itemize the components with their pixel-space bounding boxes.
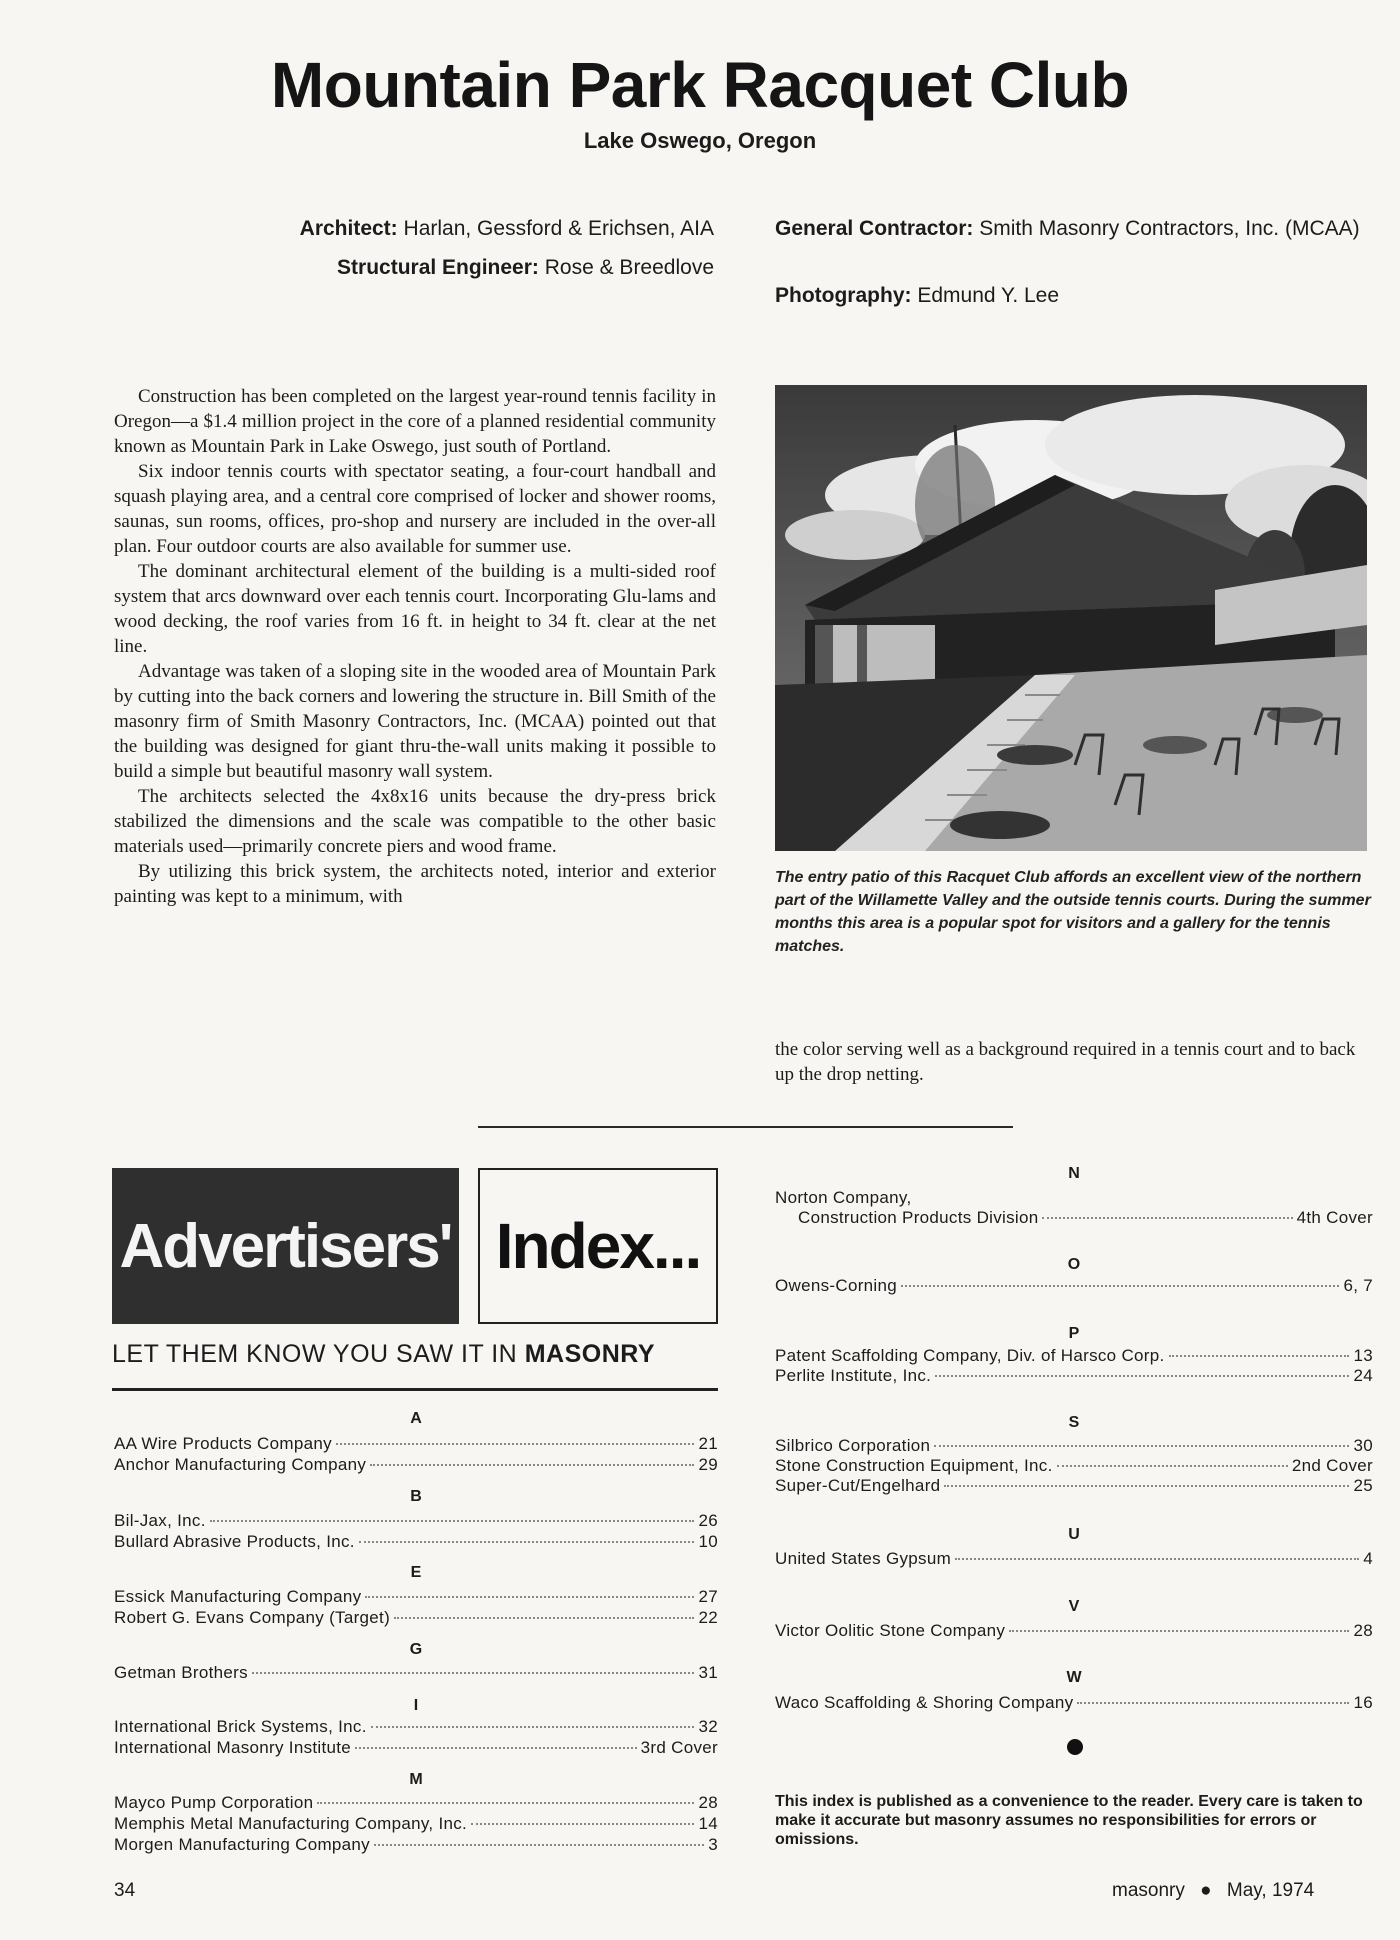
- index-entry: [775, 1275, 1373, 1296]
- credit-engineer: [112, 254, 714, 282]
- index-entry-page: 4: [1363, 1549, 1373, 1568]
- index-entry-page: 16: [1353, 1693, 1373, 1712]
- index-entry-name: Robert G. Evans Company (Target): [114, 1608, 391, 1627]
- index-heading-box: [478, 1168, 718, 1324]
- credit-contractor-value: Smith Masonry Contractors, Inc. (MCAA): [979, 217, 1360, 240]
- index-entry: [114, 1454, 718, 1475]
- article-paragraph: Six indoor tennis courts with spectator seating, a four-court handball and squash playing area, and a central core comprised of locker and shower rooms, saunas, sun rooms, offices, pro-shop and nursery are included in the over-all plan. Four outdoor courts are also available for summer use.: [114, 461, 716, 557]
- patio-photo: [775, 385, 1367, 851]
- index-entry: [114, 1792, 718, 1813]
- index-letter-i: I: [413, 1697, 419, 1714]
- index-entry: [775, 1435, 1373, 1456]
- index-entry: [775, 1692, 1373, 1713]
- index-letter-n: N: [1068, 1165, 1080, 1182]
- credit-contractor-label: General Contractor:: [775, 217, 974, 240]
- credit-photo-label: Photography:: [775, 284, 912, 307]
- index-entry: [114, 1737, 718, 1758]
- index-entry-page: 28: [1353, 1621, 1373, 1640]
- leader-dots: [471, 1823, 694, 1825]
- article-body: [114, 384, 716, 909]
- index-entry: [114, 1716, 718, 1737]
- index-entry-page: 26: [698, 1511, 718, 1530]
- photo-caption: The entry patio of this Racquet Club affords an excellent view of the northern part of the Willamette Valley and the outside tennis courts. During the summer months this area is a popular spot for visitors and a gallery for the tennis matches.: [775, 869, 1371, 955]
- credit-photography: [775, 282, 1375, 310]
- footer-masthead: [1112, 1880, 1314, 1902]
- leader-dots: [359, 1541, 695, 1543]
- leader-dots: [1009, 1630, 1349, 1632]
- index-entry: [114, 1510, 718, 1531]
- index-entry: [114, 1607, 718, 1628]
- leader-dots: [944, 1485, 1349, 1487]
- index-entry-name: Essick Manufacturing Company: [114, 1587, 362, 1606]
- leader-dots: [1077, 1702, 1349, 1704]
- advertisers-heading-left: Advertisers': [119, 1211, 452, 1281]
- footer-magazine: masonry: [1112, 1880, 1185, 1901]
- index-entry-name: Morgen Manufacturing Company: [114, 1835, 370, 1854]
- index-entry-name: Silbrico Corporation: [775, 1436, 931, 1455]
- index-entry-page: 28: [698, 1793, 718, 1812]
- leader-dots: [955, 1558, 1359, 1560]
- index-entry-name: Norton Company,: [775, 1188, 912, 1207]
- index-entry: [775, 1620, 1373, 1641]
- leader-dots: [934, 1445, 1349, 1447]
- leader-dots: [210, 1520, 695, 1522]
- index-letter-b: B: [410, 1488, 422, 1505]
- credit-contractor: [775, 215, 1375, 243]
- index-entry-page: 3: [708, 1835, 718, 1854]
- index-letter-w: W: [1066, 1669, 1082, 1686]
- index-entry: [775, 1548, 1373, 1569]
- index-letter-g: G: [409, 1641, 423, 1658]
- footer-date: May, 1974: [1226, 1880, 1315, 1901]
- credit-engineer-label: Structural Engineer:: [337, 256, 539, 279]
- index-entry-page: 31: [698, 1663, 718, 1682]
- index-entry: [114, 1813, 718, 1834]
- credit-architect: [112, 215, 714, 243]
- index-entry: [775, 1475, 1373, 1496]
- index-entry: [114, 1662, 718, 1683]
- index-entry-name: International Brick Systems, Inc.: [114, 1717, 367, 1736]
- index-entry-name: Memphis Metal Manufacturing Company, Inc.: [114, 1814, 468, 1833]
- index-entry-page: 4th Cover: [1296, 1208, 1373, 1227]
- index-entry-page: 32: [698, 1717, 718, 1736]
- index-letter-p: P: [1068, 1325, 1080, 1342]
- tagline-underline: [112, 1388, 718, 1391]
- index-tagline-prefix: LET THEM KNOW YOU SAW IT IN: [112, 1340, 518, 1368]
- article-paragraph: The architects selected the 4x8x16 units because the dry-press brick stabilized the dimensions and the scale was compatible to the other basic materials used—primarily concrete piers and wood frame.: [114, 786, 716, 857]
- index-entry-page: 14: [698, 1814, 718, 1833]
- index-entry-page: 27: [698, 1587, 718, 1606]
- index-entry-page: 24: [1353, 1366, 1373, 1385]
- bullet-icon: [1067, 1739, 1083, 1755]
- index-entry-name: Owens-Corning: [775, 1276, 898, 1295]
- leader-dots: [935, 1375, 1349, 1377]
- index-entry-page: 29: [698, 1455, 718, 1474]
- index-entry-subname: Construction Products Division: [798, 1208, 1039, 1227]
- leader-dots: [1169, 1355, 1350, 1357]
- article-paragraph: By utilizing this brick system, the architects noted, interior and exterior painting was kept to a minimum, with: [114, 861, 716, 907]
- index-entry-page: 3rd Cover: [640, 1738, 718, 1757]
- article-paragraph: Construction has been completed on the largest year-round tennis facility in Oregon—a $1.4 million project in the core of a planned residential community known as Mountain Park in Lake Oswego, just south of Portland.: [114, 386, 716, 457]
- index-entry-name: Victor Oolitic Stone Company: [775, 1621, 1006, 1640]
- index-letter-e: E: [410, 1564, 422, 1581]
- index-letter-s: S: [1068, 1414, 1080, 1431]
- index-heading-right: Index...: [495, 1210, 701, 1282]
- index-entry: [114, 1433, 718, 1454]
- index-entry-page: 30: [1353, 1436, 1373, 1455]
- index-entry-name: Perlite Institute, Inc.: [775, 1366, 932, 1385]
- leader-dots: [370, 1464, 694, 1466]
- index-tagline: [112, 1340, 718, 1369]
- index-entry-name: Mayco Pump Corporation: [114, 1793, 314, 1812]
- credit-architect-label: Architect:: [299, 217, 398, 240]
- index-letter-o: O: [1067, 1256, 1081, 1273]
- bullet-separator-icon: ●: [1200, 1880, 1212, 1901]
- index-entry-page: 10: [698, 1532, 718, 1551]
- leader-dots: [1042, 1217, 1292, 1219]
- index-entry-name: Getman Brothers: [114, 1663, 248, 1682]
- index-disclaimer: This index is published as a convenience to the reader. Every care is taken to make it accurate but masonry assumes no responsibilities for errors or omissions.: [775, 1793, 1363, 1848]
- index-entry-name: International Masonry Institute: [114, 1738, 352, 1757]
- page-number: 34: [114, 1880, 136, 1901]
- leader-dots: [1057, 1465, 1288, 1467]
- section-divider: [478, 1126, 1013, 1128]
- leader-dots: [371, 1726, 695, 1728]
- article-continuation: the color serving well as a background required in a tennis court and to back up the drop netting.: [775, 1039, 1356, 1085]
- index-entry-page: 21: [698, 1434, 718, 1453]
- index-entry: [775, 1455, 1373, 1476]
- index-entry-page: 25: [1353, 1476, 1373, 1495]
- index-entry-name: United States Gypsum: [775, 1549, 952, 1568]
- credit-engineer-value: Rose & Breedlove: [544, 256, 714, 279]
- index-entry-name: Stone Construction Equipment, Inc.: [775, 1456, 1053, 1475]
- index-entry-page: 13: [1353, 1346, 1373, 1365]
- index-entry: [114, 1531, 718, 1552]
- index-letter-a: A: [410, 1410, 422, 1427]
- leader-dots: [336, 1443, 695, 1445]
- advertisers-heading-box: [112, 1168, 459, 1324]
- index-entry-name: Anchor Manufacturing Company: [114, 1455, 367, 1474]
- index-entry-page: 22: [698, 1608, 718, 1627]
- index-entry: [114, 1834, 718, 1855]
- index-entry: [775, 1365, 1373, 1386]
- index-entry-page: 2nd Cover: [1291, 1456, 1373, 1475]
- index-entry-name: Super-Cut/Engelhard: [775, 1476, 941, 1495]
- index-entry-name: Waco Scaffolding & Shoring Company: [775, 1693, 1074, 1712]
- index-entry-name: Bullard Abrasive Products, Inc.: [114, 1532, 355, 1551]
- article-paragraph: The dominant architectural element of the building is a multi-sided roof system that arcs downward over each tennis court. Incorporating Glu-lams and wood decking, the roof varies from 16 ft. in height to 34 ft. clear at the net line.: [114, 561, 716, 657]
- leader-dots: [355, 1747, 637, 1749]
- index-letter-v: V: [1068, 1598, 1080, 1615]
- index-entry: [798, 1207, 1373, 1228]
- leader-dots: [374, 1844, 704, 1846]
- index-entry-page: 6, 7: [1343, 1276, 1373, 1295]
- leader-dots: [252, 1672, 695, 1674]
- leader-dots: [394, 1617, 694, 1619]
- page-subtitle-location: Lake Oswego, Oregon: [583, 128, 817, 153]
- index-entry-name: Patent Scaffolding Company, Div. of Harsco Corp.: [775, 1346, 1165, 1365]
- article-paragraph: Advantage was taken of a sloping site in the wooded area of Mountain Park by cutting into the back corners and lowering the structure in. Bill Smith of the masonry firm of Smith Masonry Contractors, Inc. (MCAA) pointed out that the building was designed for giant thru-the-wall units making it possible to build a simple but beautiful masonry wall system.: [114, 661, 716, 782]
- leader-dots: [365, 1596, 694, 1598]
- index-tagline-brand: MASONRY: [524, 1340, 656, 1368]
- patio-photo-illustration: [775, 385, 1367, 851]
- leader-dots: [901, 1285, 1339, 1287]
- credit-architect-value: Harlan, Gessford & Erichsen, AIA: [403, 217, 714, 240]
- index-letter-m: M: [409, 1771, 423, 1788]
- index-letter-u: U: [1068, 1526, 1080, 1543]
- index-entry: [775, 1345, 1373, 1366]
- index-entry-name: Bil-Jax, Inc.: [114, 1511, 206, 1530]
- index-entry: [114, 1586, 718, 1607]
- leader-dots: [317, 1802, 694, 1804]
- credit-photo-value: Edmund Y. Lee: [917, 284, 1060, 307]
- page-title: Mountain Park Racquet Club: [270, 49, 1130, 121]
- index-entry-name: AA Wire Products Company: [114, 1434, 332, 1453]
